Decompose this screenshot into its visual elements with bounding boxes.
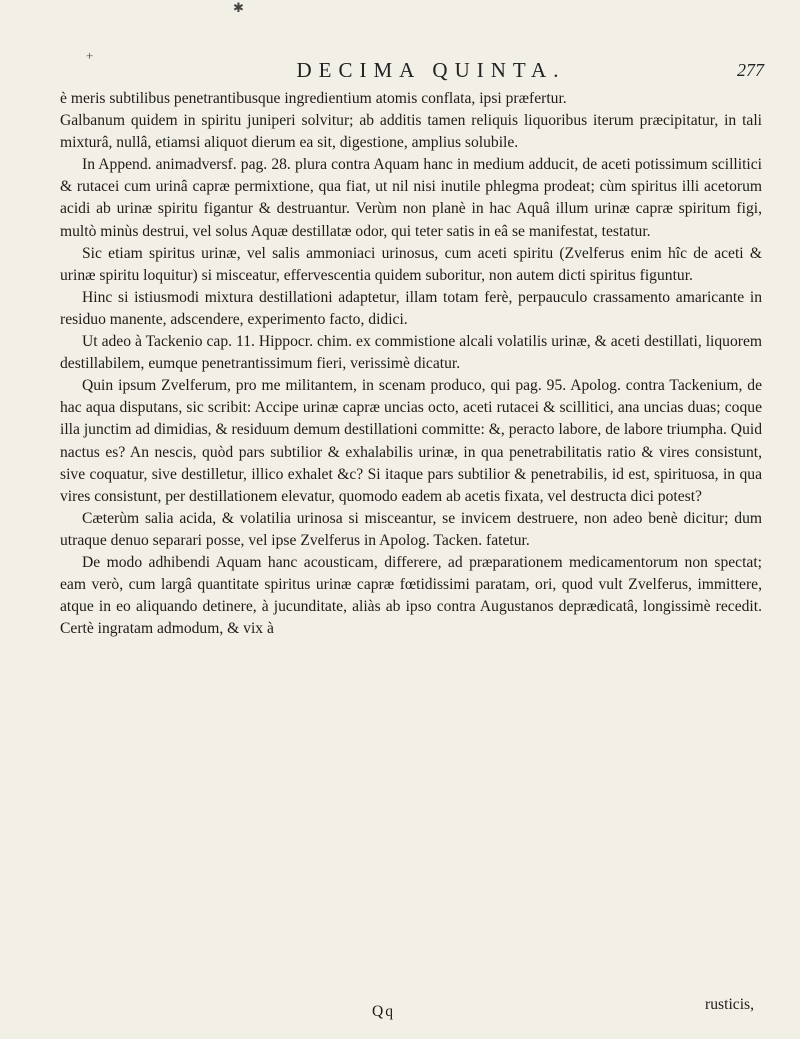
paragraph-p8: Cæterùm salia acida, & volatilia urinosa si misceantur, se invicem destruere, non adeo benè dicitur; dum utraque denuo separari posse, vel ipse Zvelferus in Apolog. Tacken. fatetur. [60,509,762,549]
catchword: rusticis, [705,996,754,1013]
body-text [60,88,762,640]
paragraph-p9: De modo adhibendi Aquam hanc acousticam, differere, ad præparationem medicamentorum non spectat; eam verò, cum largâ quantitate spiritus urinæ capræ fœtidissimi paratam, ori, quod vult Zvelferus, immittere, atque in eo aliquando detinere, à jucunditate, aliàs ab ipso contra Augustanos deprædicatâ, longissimè recedit. Certè ingratam admodum, & vix à [60,553,762,638]
signature-mark: Qq [372,1003,396,1020]
page-header [98,58,764,88]
paragraph-p3: In Append. animadversf. pag. 28. plura contra Aquam hanc in medium adducit, de aceti potissimum scillitici & rutacei cum urinâ capræ permixtione, qua fiat, ut nil nisi inutile phlegma prodeat; cùm spiritus illi acetorum acidi ab urinæ spiritu figantur & destruantur. Verùm non planè in hac Aquâ illum urinæ capræ spiritum figi, multò minùs destrui, vel solus Aquæ destillatæ odor, qui teter satis in eâ se manifestat, testatur. [60,156,762,240]
paragraph-p2: Galbanum quidem in spiritu juniperi solvitur; ab additis tamen reliquis liquoribus iterum præcipitatur, in tali mixturâ, nullâ, etiamsi aliquot dierum ea sit, digestione, amplius solubile. [60,112,762,152]
paragraph-p5: Hinc si istiusmodi mixtura destillationi adaptetur, illam totam ferè, perpauculo crassamento amaricante in residuo manente, adscendere, experimento facto, didici. [60,288,762,328]
paragraph-p6: Ut adeo à Tackenio cap. 11. Hippocr. chim. ex commistione alcali volatilis urinæ, & aceti destillati, liquorem destillabilem, eumque penetrantissimum fieri, verissimè dicatur. [60,333,762,373]
ink-mark: ✱ [233,0,244,15]
running-title: DECIMA QUINTA. [296,58,566,82]
paragraph-p1: è meris subtilibus penetrantibusque ingredientium atomis conflata, ipsi præfertur. [60,90,567,107]
paragraph-p7: Quin ipsum Zvelferum, pro me militantem, in scenam produco, qui pag. 95. Apolog. contra Tackenium, de hac aqua disputans, sic scribit: Accipe urinæ capræ uncias octo, aceti rutacei & scillitici, ana uncias duas; coque illa junctim ad dimidias, & residuum demum destillationi committe: &, peracto labore, de labore triumpha. Quid nactus es? An nescis, quòd pars subtilior & exhalabilis urinæ, in qua penetrabilitatis ratio & vires consistunt, sive coquatur, sive destilletur, illico exhalet &c? Si itaque pars subtilior & penetrabilis, id est, spirituosa, in qua vires consistunt, per destillationem elevatur, quomodo eadem ab acetis fixata, vel destructa dici potest? [60,377,762,505]
catchword-line [54,996,754,1014]
paragraph-p4: Sic etiam spiritus urinæ, vel salis ammoniaci urinosus, cum aceti spiritu (Zvelferus enim hîc de aceti & urinæ spiritu loquitur) si misceatur, effervescentia quidem suboritur, non autem dicti spiritus figuntur. [60,244,762,284]
page-number: 277 [737,60,764,80]
ink-mark-left: + [86,48,94,63]
